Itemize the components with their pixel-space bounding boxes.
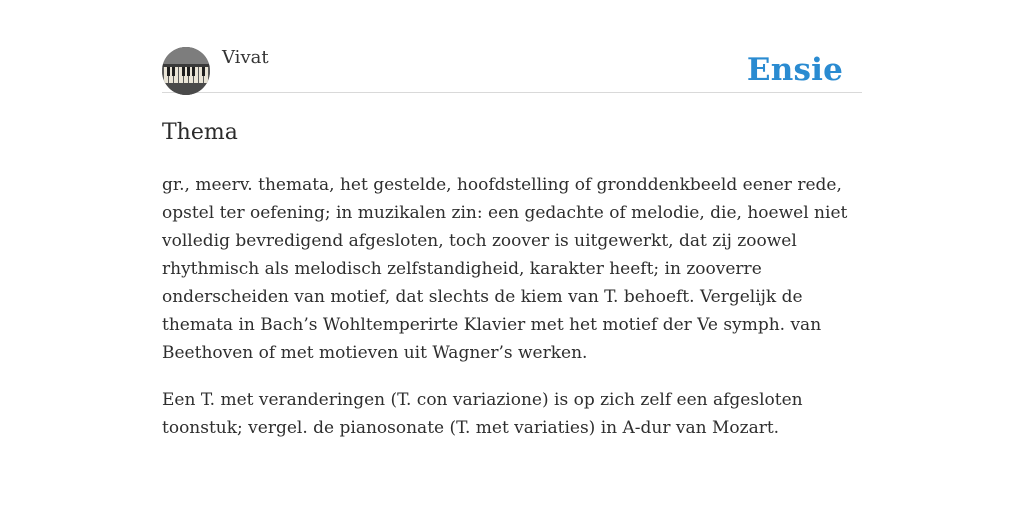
entry-content [162,171,862,442]
brand-logo[interactable]: Ensie [746,52,843,88]
piano-keys-icon[interactable] [162,47,210,95]
author-name[interactable]: Vivat [222,47,269,68]
entry-title: Thema [162,120,238,145]
entry-header [162,44,862,93]
entry-paragraph: gr., meerv. themata, het gestelde, hoofdstelling of gronddenkbeeld eener rede, opstel ter oefening; in muzikalen zin: een gedachte of melodie, die, hoewel niet volledig bevredigend afgesloten, toch zoover is uitgewerkt, dat zij zoowel rhythmisch als melodisch zelfstandigheid, karakter heeft; in zooverre onderscheiden van motief, dat slechts de kiem van T. behoeft. Vergelijk de themata in Bach’s Wohltemperirte Klavier met het motief der Ve symph. van Beethoven of met motieven uit Wagner’s werken. [162,175,848,363]
entry-paragraph: Een T. met veranderingen (T. con variazione) is op zich zelf een afgesloten toonstuk; vergel. de pianosonate (T. met variaties) in A-dur van Mozart. [162,390,803,438]
entry-card [162,44,862,461]
